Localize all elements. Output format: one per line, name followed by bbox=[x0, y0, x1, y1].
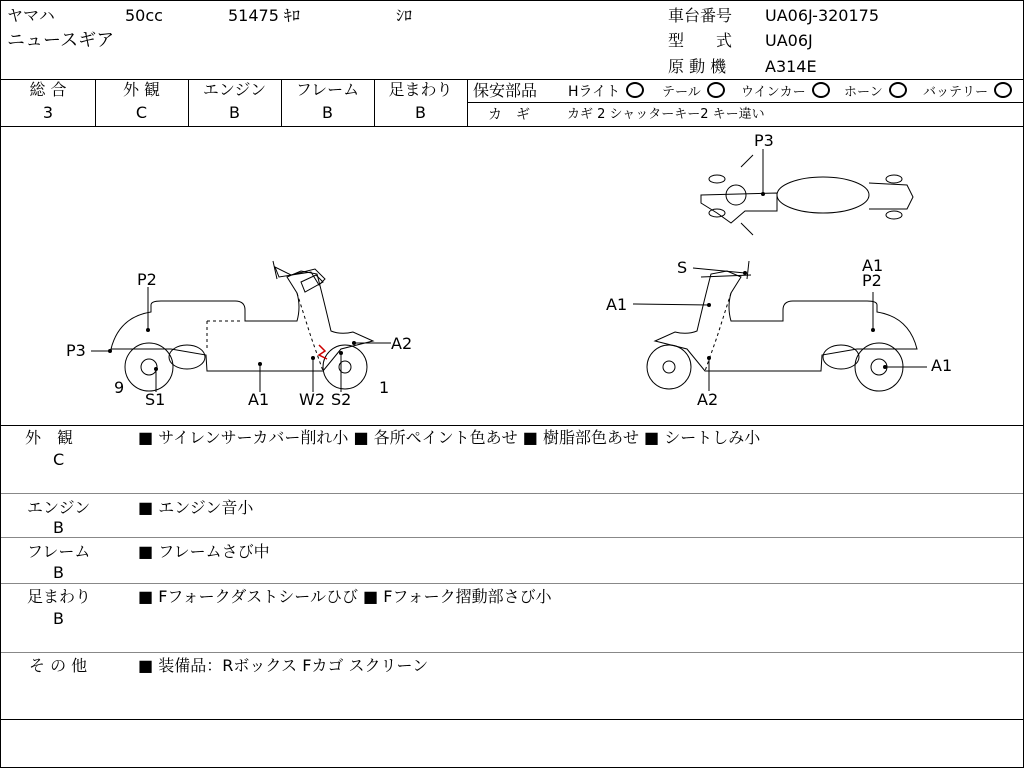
label-r-a1-rear: A1 bbox=[931, 356, 953, 375]
grade-engine: B bbox=[229, 103, 240, 122]
ok-circle-icon bbox=[707, 82, 725, 98]
remark-text-other: ■ 装備品：Rボックス Fカゴ スクリーン bbox=[138, 656, 429, 675]
remark-label-engine: エンジン bbox=[27, 498, 91, 517]
label-p3: P3 bbox=[66, 341, 86, 360]
engine-value: A314E bbox=[765, 57, 817, 76]
label-1: 1 bbox=[379, 378, 390, 397]
safety-battery: バッテリー bbox=[923, 82, 1012, 102]
label-r-a1: A1 bbox=[606, 295, 628, 314]
label-p2: P2 bbox=[137, 270, 157, 289]
divider bbox=[1, 425, 1023, 426]
remark-grade-frame: B bbox=[53, 563, 64, 582]
frame-no-label: 車台番号 bbox=[668, 6, 733, 25]
remark-text-engine: ■ エンジン音小 bbox=[138, 498, 254, 517]
damage-points-right bbox=[707, 192, 887, 369]
label-a2: A2 bbox=[391, 334, 413, 353]
safety-label: 保安部品 bbox=[473, 81, 538, 100]
remark-grade-exterior: C bbox=[53, 450, 65, 469]
label-r-a2: A2 bbox=[697, 390, 719, 409]
frame-no: UA06J-320175 bbox=[765, 6, 880, 25]
remark-label-suspension: 足まわり bbox=[27, 587, 92, 606]
ok-circle-icon bbox=[626, 82, 644, 98]
label-s1: S1 bbox=[145, 390, 166, 409]
type-value: UA06J bbox=[765, 31, 813, 50]
remark-text-suspension: ■ Fフォークダストシールひび ■ Fフォーク摺動部さび小 bbox=[138, 587, 552, 606]
divider bbox=[1, 493, 1023, 494]
divider bbox=[467, 79, 468, 126]
mileage: 51475 ｷﾛ bbox=[228, 6, 300, 25]
label-r-s: S bbox=[677, 258, 688, 277]
remark-label-frame: フレーム bbox=[27, 542, 91, 561]
ok-circle-icon bbox=[812, 82, 830, 98]
remark-label-exterior: 外 観 bbox=[25, 428, 74, 447]
key-info: カギ 2 シャッターキー2 キー違い bbox=[567, 107, 765, 122]
ok-circle-icon bbox=[994, 82, 1012, 98]
remark-grade-suspension: B bbox=[53, 609, 64, 628]
grade-overall-label: 総 合 bbox=[29, 80, 67, 99]
key-label: カ ギ bbox=[488, 107, 530, 123]
engine-label: 原 動 機 bbox=[668, 57, 727, 76]
label-r-p2: P2 bbox=[862, 271, 882, 290]
grade-overall: 3 bbox=[42, 103, 54, 122]
type-label: 型 式 bbox=[668, 31, 733, 50]
grade-suspension-label: 足まわり bbox=[388, 80, 453, 99]
grade-suspension: B bbox=[415, 103, 426, 122]
remark-text-frame: ■ フレームさび中 bbox=[138, 542, 270, 561]
label-r-p3: P3 bbox=[754, 131, 774, 150]
label-s2: S2 bbox=[331, 390, 352, 409]
grade-frame: B bbox=[322, 103, 333, 122]
model-name: ニュースギア bbox=[7, 30, 115, 51]
label-9: 9 bbox=[114, 378, 125, 397]
ok-circle-icon bbox=[889, 82, 907, 98]
remark-label-other: そ の 他 bbox=[29, 656, 88, 675]
color: ｼﾛ bbox=[396, 6, 413, 25]
grade-engine-label: エンジン bbox=[202, 80, 267, 99]
divider bbox=[1, 652, 1023, 653]
divider bbox=[1, 719, 1023, 720]
maker: ヤマハ bbox=[7, 6, 55, 25]
safety-taillight: テール bbox=[662, 82, 725, 102]
displacement: 50cc bbox=[125, 6, 163, 25]
label-w2: W2 bbox=[299, 390, 325, 409]
safety-horn: ホーン bbox=[844, 82, 907, 102]
remark-text-exterior: ■ サイレンサーカバー削れ小 ■ 各所ペイント色あせ ■ 樹脂部色あせ ■ シートしみ小 bbox=[138, 428, 761, 447]
divider bbox=[468, 102, 1023, 103]
label-r-a1-top: A1 bbox=[862, 256, 884, 275]
grade-exterior: C bbox=[135, 103, 148, 122]
safety-winker: ウインカー bbox=[741, 82, 830, 102]
safety-headlight: Hライト bbox=[568, 82, 644, 101]
label-a1: A1 bbox=[248, 390, 270, 409]
divider bbox=[1, 537, 1023, 538]
grade-exterior-label: 外 観 bbox=[122, 80, 161, 99]
remark-grade-engine: B bbox=[53, 518, 64, 537]
grade-frame-label: フレーム bbox=[295, 80, 360, 99]
divider bbox=[1, 583, 1023, 584]
